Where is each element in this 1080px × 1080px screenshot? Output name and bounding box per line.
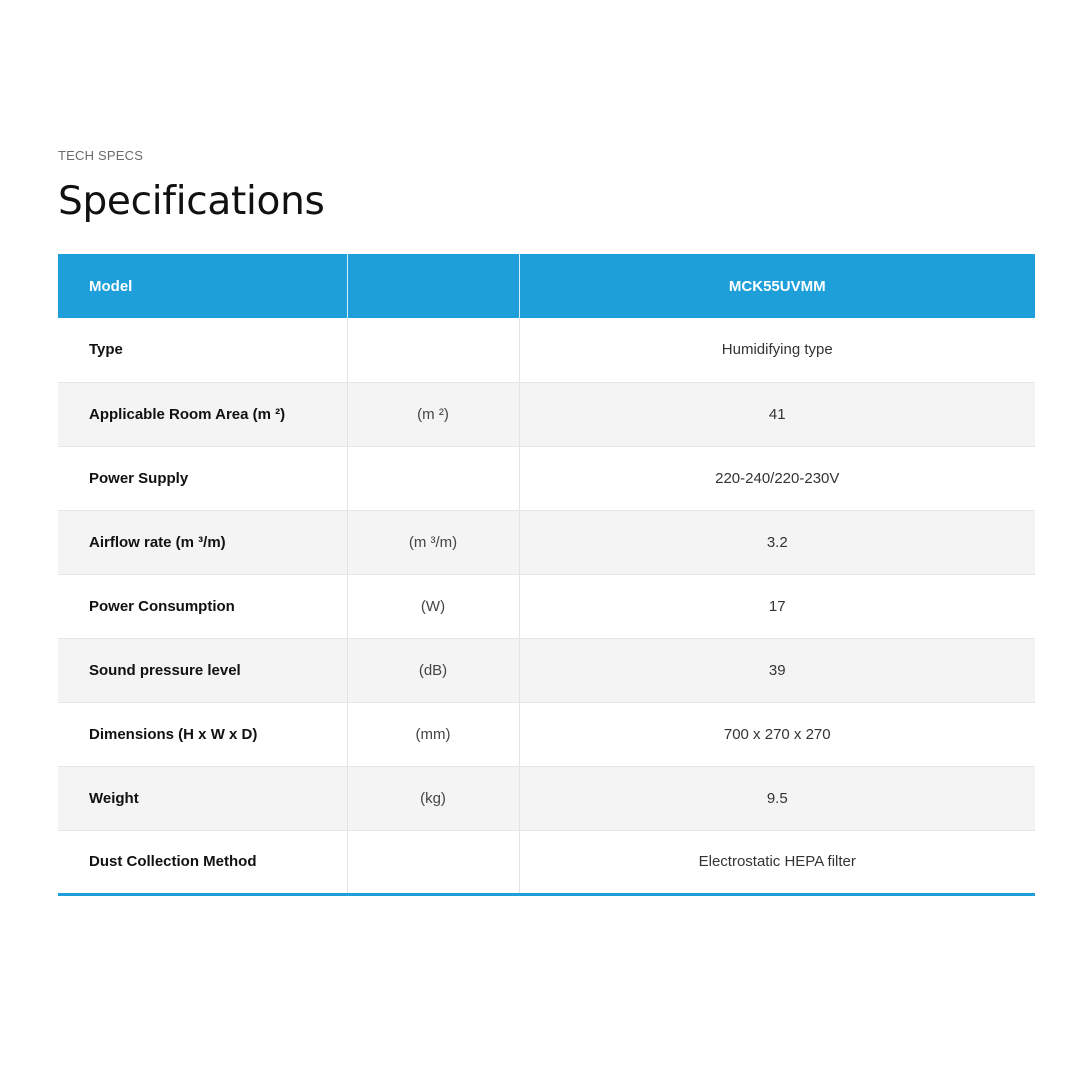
spec-unit: (W) — [347, 574, 519, 638]
spec-unit: (m ³/m) — [347, 510, 519, 574]
header-model-value: MCK55UVMM — [519, 254, 1035, 318]
spec-value: 9.5 — [519, 766, 1035, 830]
table-header-row — [58, 254, 1035, 318]
table-row — [58, 510, 1035, 574]
spec-unit — [347, 318, 519, 382]
header-model-label: Model — [58, 254, 347, 318]
table-row — [58, 702, 1035, 766]
tech-specs-section — [58, 148, 1035, 870]
page-title: Specifications — [58, 179, 325, 224]
spec-label: Airflow rate (m ³/m) — [58, 510, 347, 574]
spec-value: 17 — [519, 574, 1035, 638]
spec-label: Dust Collection Method — [58, 830, 347, 894]
section-eyebrow: TECH SPECS — [58, 148, 144, 163]
spec-label: Weight — [58, 766, 347, 830]
spec-label: Power Supply — [58, 446, 347, 510]
table-row — [58, 382, 1035, 446]
spec-value: Humidifying type — [519, 318, 1035, 382]
table-row — [58, 638, 1035, 702]
spec-label: Power Consumption — [58, 574, 347, 638]
spec-value: Electrostatic HEPA filter — [519, 830, 1035, 894]
spec-unit: (mm) — [347, 702, 519, 766]
spec-unit: (kg) — [347, 766, 519, 830]
table-row — [58, 446, 1035, 510]
spec-value: 39 — [519, 638, 1035, 702]
specifications-table — [58, 254, 1035, 896]
spec-value: 220-240/220-230V — [519, 446, 1035, 510]
spec-label: Dimensions (H x W x D) — [58, 702, 347, 766]
table-row — [58, 574, 1035, 638]
spec-value: 41 — [519, 382, 1035, 446]
spec-label: Applicable Room Area (m ²) — [58, 382, 347, 446]
table-row — [58, 766, 1035, 830]
spec-label: Sound pressure level — [58, 638, 347, 702]
spec-value: 3.2 — [519, 510, 1035, 574]
spec-label: Type — [58, 318, 347, 382]
spec-unit: (dB) — [347, 638, 519, 702]
table-row — [58, 830, 1035, 894]
header-unit-cell — [347, 254, 519, 318]
table-row — [58, 318, 1035, 382]
spec-value: 700 x 270 x 270 — [519, 702, 1035, 766]
spec-unit — [347, 830, 519, 894]
spec-unit: (m ²) — [347, 382, 519, 446]
spec-unit — [347, 446, 519, 510]
